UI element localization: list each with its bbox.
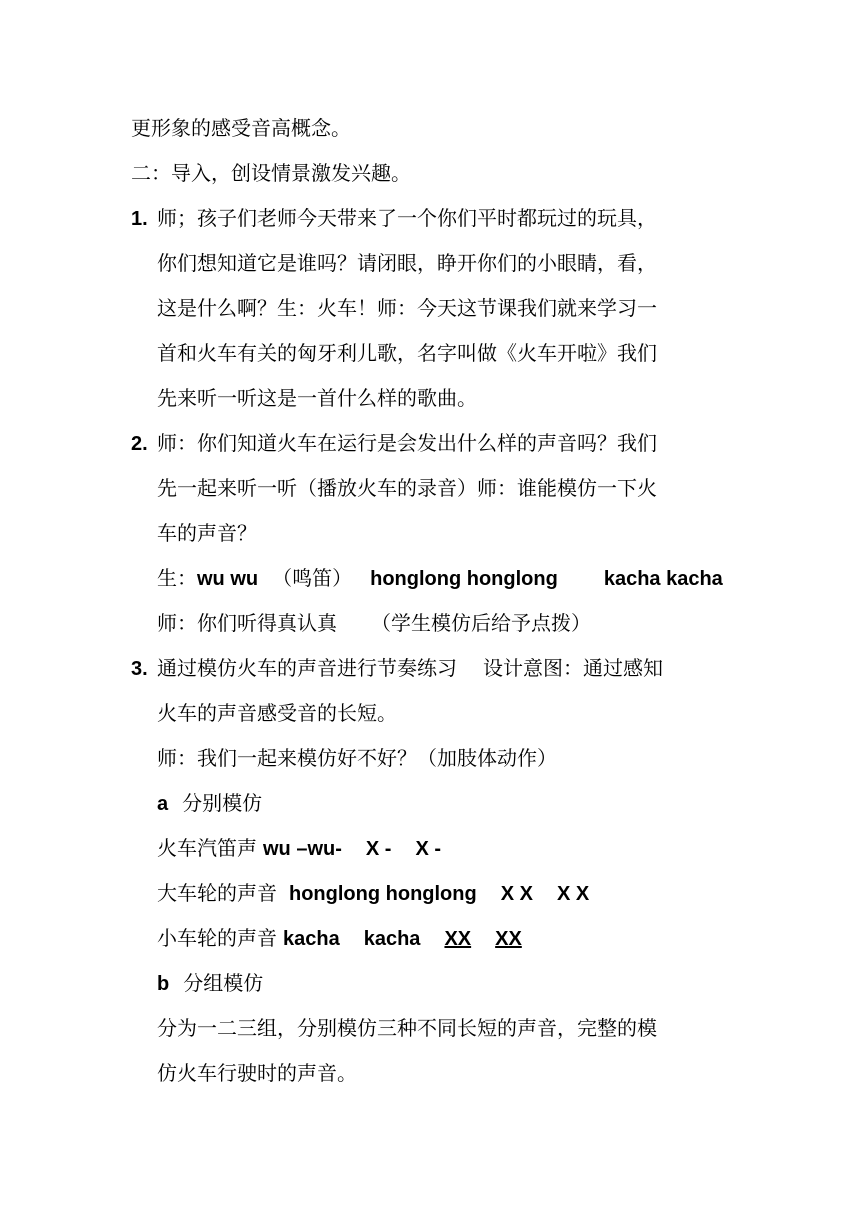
rhythm-label: 小车轮的声音 xyxy=(157,926,277,950)
sub-text: 分组模仿 xyxy=(183,971,264,995)
teacher-line xyxy=(157,611,591,635)
list-number: 3. xyxy=(131,658,148,680)
rhythm-label: 大车轮的声音 xyxy=(157,881,277,905)
paragraph-text: 师：我们一起来模仿好不好？（加肢体动作） xyxy=(157,746,557,770)
rhythm-notation: X - xyxy=(415,838,442,860)
rhythm-row-small-wheel xyxy=(157,926,522,950)
list-item-2-line-1 xyxy=(131,431,657,455)
paragraph-text: 设计意图：通过感知 xyxy=(483,656,663,680)
section-heading: 二：导入，创设情景激发兴趣。 xyxy=(131,161,411,185)
paragraph-text: 车的声音？ xyxy=(157,521,257,545)
list-item-1-line-1 xyxy=(131,206,657,230)
rhythm-row-whistle xyxy=(157,836,441,860)
paragraph-text: 通过模仿火车的声音进行节奏练习 xyxy=(157,656,457,680)
paragraph-note: （学生模仿后给予点拨） xyxy=(371,611,591,635)
sound-text: honglong honglong xyxy=(370,568,558,590)
sound-text: kacha xyxy=(283,928,340,950)
paragraph-text: 你们想知道它是谁吗？请闭眼，睁开你们的小眼睛，看， xyxy=(157,251,657,275)
rhythm-notation: XX xyxy=(444,928,472,950)
sub-text: 分别模仿 xyxy=(182,791,263,815)
sound-text: honglong honglong xyxy=(289,883,477,905)
rhythm-notation: X - xyxy=(365,838,392,860)
text-line: 更形象的感受音高概念。 xyxy=(131,116,351,140)
rhythm-notation: X X xyxy=(556,883,590,905)
paragraph-text: 师：你们听得真认真 xyxy=(157,611,337,635)
paragraph-text: 仿火车行驶时的声音。 xyxy=(157,1061,357,1085)
sub-label: a xyxy=(157,793,169,815)
paragraph-text: 分为一二三组，分别模仿三种不同长短的声音，完整的模 xyxy=(157,1016,657,1040)
sound-note: （鸣笛） xyxy=(272,566,353,590)
paragraph-text: 师：你们知道火车在运行是会发出什么样的声音吗？我们 xyxy=(157,431,657,455)
paragraph-text: 这是什么啊？生：火车！师：今天这节课我们就来学习一 xyxy=(157,296,657,320)
rhythm-notation: XX xyxy=(495,928,522,950)
list-number: 1. xyxy=(131,208,148,230)
sub-label: b xyxy=(157,973,170,995)
paragraph-text: 火车的声音感受音的长短。 xyxy=(157,701,397,725)
rhythm-notation: X X xyxy=(500,883,533,905)
paragraph-text: 师；孩子们老师今天带来了一个你们平时都玩过的玩具， xyxy=(157,206,657,230)
speaker-label: 生： xyxy=(157,566,197,590)
list-item-3-line-1 xyxy=(131,656,663,680)
paragraph-text: 先来听一听这是一首什么样的歌曲。 xyxy=(157,386,477,410)
paragraph-text: 先一起来听一听（播放火车的录音）师：谁能模仿一下火 xyxy=(157,476,657,500)
rhythm-label: 火车汽笛声 xyxy=(157,836,257,860)
student-response-line xyxy=(157,566,723,590)
paragraph-text: 首和火车有关的匈牙利儿歌，名字叫做《火车开啦》我们 xyxy=(157,341,657,365)
subheading-b xyxy=(157,971,263,995)
subheading-a xyxy=(157,791,262,815)
rhythm-row-big-wheel xyxy=(157,881,589,905)
list-number: 2. xyxy=(131,433,148,455)
sound-text: kacha kacha xyxy=(603,568,723,590)
sound-text: kacha xyxy=(363,928,421,950)
sound-text: wu –wu- xyxy=(263,838,342,860)
sound-text: wu wu xyxy=(197,568,259,590)
